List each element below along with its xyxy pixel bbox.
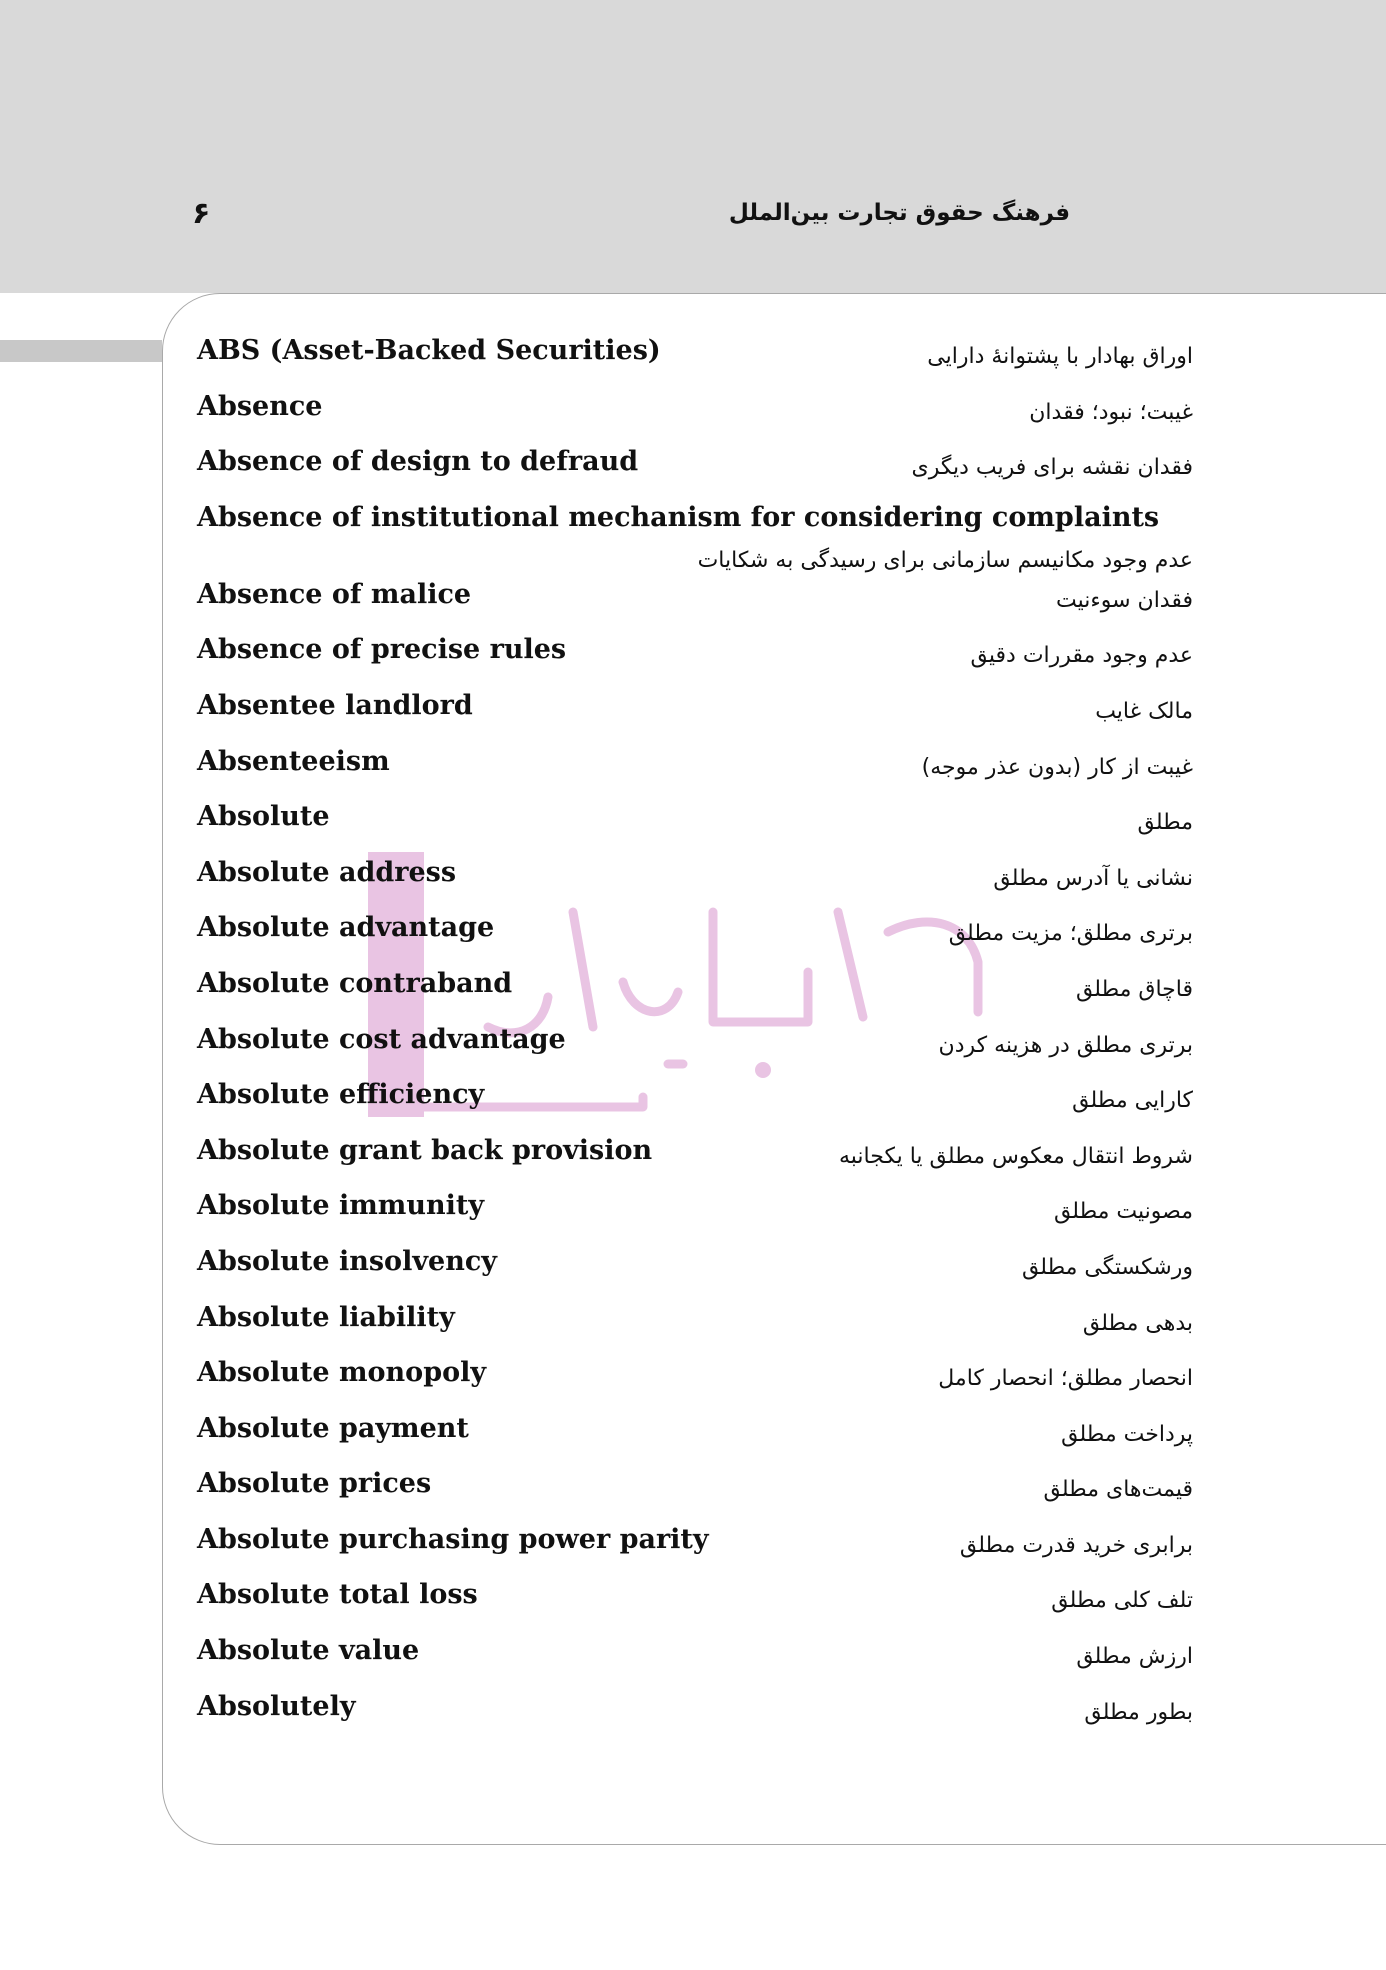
term-persian: برتری مطلق؛ مزیت مطلق: [948, 921, 1193, 947]
term-english: Absence of precise rules: [197, 634, 567, 666]
glossary-entry: [197, 1135, 1193, 1191]
glossary-entry: [197, 1024, 1193, 1080]
term-english: Absolute: [197, 801, 330, 833]
glossary-entry: [197, 446, 1193, 502]
term-english: Absence of malice: [197, 578, 472, 610]
term-persian: بطور مطلق: [1084, 1699, 1193, 1725]
term-english: Absolute liability: [197, 1301, 455, 1333]
term-english: Absolute purchasing power parity: [197, 1523, 709, 1555]
term-persian: ورشکستگی مطلق: [1021, 1254, 1193, 1280]
term-persian: بدهی مطلق: [1082, 1310, 1193, 1336]
glossary-entry: [197, 1635, 1193, 1691]
glossary-entry: [197, 1246, 1193, 1302]
glossary-entry: [197, 801, 1193, 857]
term-english: Absolute cost advantage: [197, 1023, 566, 1055]
term-persian: غیبت از کار (بدون عذر موجه): [921, 754, 1193, 780]
term-persian: پرداخت مطلق: [1061, 1421, 1193, 1447]
term-persian: قیمت‌های مطلق: [1043, 1477, 1193, 1503]
glossary-entry: [197, 502, 1193, 579]
glossary-entry: [197, 690, 1193, 746]
term-english: Absolute total loss: [197, 1579, 478, 1611]
term-persian: ارزش مطلق: [1076, 1644, 1193, 1670]
term-persian: غیبت؛ نبود؛ فقدان: [1029, 399, 1193, 425]
glossary-entry: [197, 1079, 1193, 1135]
term-english: Absolute grant back provision: [197, 1134, 653, 1166]
term-english: Absolute monopoly: [197, 1357, 487, 1389]
term-english: Absolute efficiency: [197, 1079, 485, 1111]
term-english: Absence of design to defraud: [197, 446, 639, 478]
term-english: Absence: [197, 390, 323, 422]
glossary-entry: [197, 1524, 1193, 1580]
term-english: Absolute payment: [197, 1412, 469, 1444]
glossary-entry: [197, 1413, 1193, 1469]
glossary-entry: [197, 968, 1193, 1024]
glossary-entry: [197, 1357, 1193, 1413]
book-title: فرهنگ حقوق تجارت بین‌الملل: [728, 200, 1070, 226]
term-persian: عدم وجود مقررات دقیق: [970, 643, 1193, 669]
glossary-entry: [197, 1468, 1193, 1524]
term-persian: تلف کلی مطلق: [1051, 1588, 1193, 1614]
term-persian: انحصار مطلق؛ انحصار کامل: [938, 1366, 1193, 1392]
term-english: Absentee landlord: [197, 689, 473, 721]
term-english: Absolute immunity: [197, 1190, 485, 1222]
term-persian: فقدان نقشه برای فریب دیگری: [911, 455, 1193, 481]
term-persian: برابری خرید قدرت مطلق: [959, 1532, 1193, 1558]
side-strip: [0, 340, 162, 362]
term-persian: مالک غایب: [1095, 698, 1193, 724]
glossary-entry: [197, 1190, 1193, 1246]
term-persian: برتری مطلق در هزینه کردن: [938, 1032, 1193, 1058]
page-number: ۶: [192, 196, 211, 231]
term-english: Absolute address: [197, 856, 457, 888]
term-english: Absolute prices: [197, 1468, 432, 1500]
term-persian: مصونیت مطلق: [1053, 1199, 1193, 1225]
term-english: Absolute contraband: [197, 967, 513, 999]
term-english: ABS (Asset-Backed Securities): [197, 335, 661, 366]
glossary-entry: [197, 912, 1193, 968]
term-english: Absolutely: [197, 1690, 356, 1722]
glossary-entry: [197, 746, 1193, 802]
glossary-entry: [197, 335, 1193, 391]
term-persian: اوراق بهادار با پشتوانهٔ دارایی: [927, 344, 1193, 369]
header-band: [0, 0, 1386, 293]
term-persian: نشانی یا آدرس مطلق: [993, 865, 1193, 891]
term-persian: شروط انتقال معکوس مطلق یا یکجانبه: [839, 1143, 1193, 1169]
glossary-entry: [197, 391, 1193, 447]
glossary-list: [197, 335, 1193, 1746]
term-persian: فقدان سوءنیت: [1056, 587, 1193, 613]
glossary-entry: [197, 634, 1193, 690]
glossary-entry: [197, 1302, 1193, 1358]
term-english: Absolute insolvency: [197, 1245, 497, 1277]
term-persian: قاچاق مطلق: [1075, 976, 1193, 1002]
glossary-entry: [197, 1579, 1193, 1635]
glossary-entry: [197, 1691, 1193, 1747]
term-persian: مطلق: [1137, 810, 1193, 836]
term-english: Absence of institutional mechanism for considering complaints: [197, 501, 1160, 533]
term-english: Absenteeism: [197, 745, 390, 777]
glossary-entry: [197, 857, 1193, 913]
term-persian: کارایی مطلق: [1072, 1088, 1193, 1114]
term-english: Absolute value: [197, 1635, 420, 1667]
glossary-entry: [197, 579, 1193, 635]
term-english: Absolute advantage: [197, 912, 495, 944]
term-persian: عدم وجود مکانیسم سازمانی برای رسیدگی به شکایات: [697, 547, 1193, 573]
